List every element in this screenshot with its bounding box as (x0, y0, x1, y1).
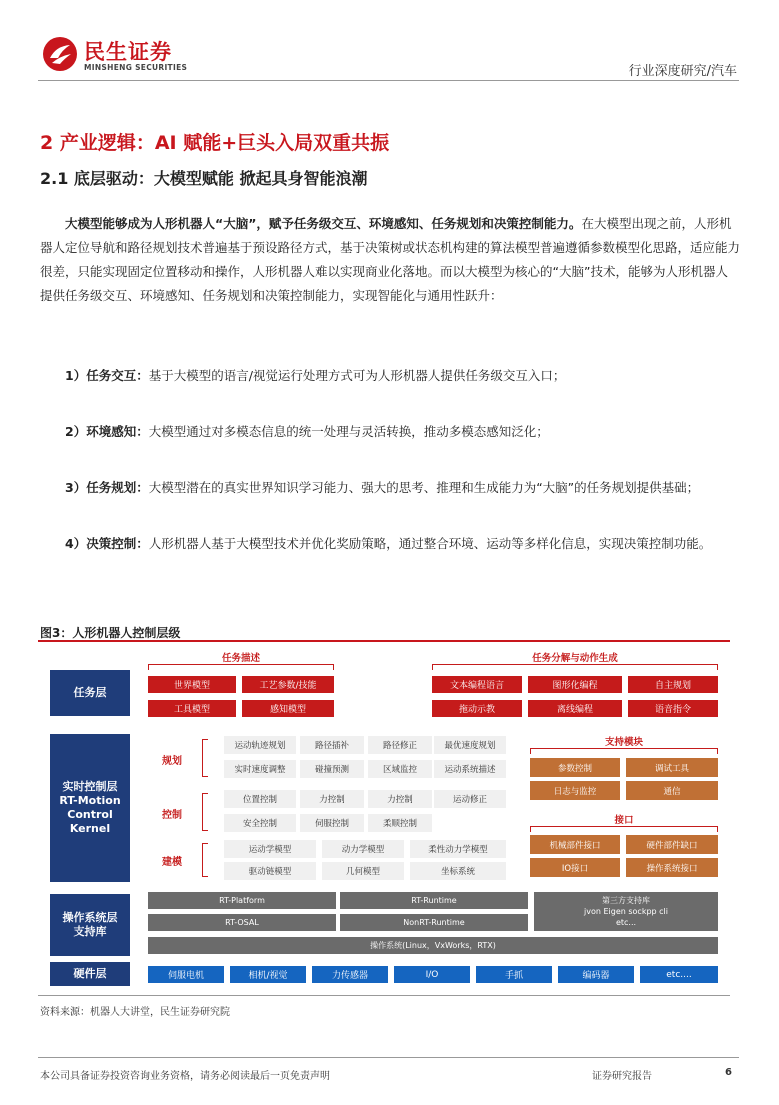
model-box: 运动学模型 (224, 840, 316, 858)
model-box: 驱动链模型 (224, 862, 316, 880)
support-box: 参数控制 (530, 758, 620, 777)
interface-header: 接口 (614, 815, 634, 826)
source-divider (38, 995, 730, 996)
item-2-text: 大模型通过对多模态信息的统一处理与灵活转换，推动多模态感知泛化； (148, 424, 549, 439)
plan-box: 路径修正 (368, 736, 432, 754)
hw-box: I/O (394, 966, 470, 983)
footer-divider (38, 1057, 739, 1058)
figure-title: 图3：人形机器人控制层级 (40, 626, 181, 640)
footer-disclaimer: 本公司具备证券投资咨询业务资格，请务必阅读最后一页免责声明 (40, 1071, 330, 1082)
task-decomp-bracket (432, 664, 718, 670)
figure-source: 资料来源：机器人大讲堂，民生证券研究院 (40, 1007, 230, 1018)
hw-box: 伺服电机 (148, 966, 224, 983)
plan-box: 区域监控 (368, 760, 432, 778)
page-header (0, 0, 779, 82)
task-box: 拖动示教 (432, 700, 522, 717)
item-task-interaction (40, 364, 740, 388)
intro-paragraph (40, 212, 740, 308)
layer-hardware: 硬件层 (50, 962, 130, 986)
control-box: 运动修正 (434, 790, 506, 808)
footer-report-type: 证券研究报告 (592, 1071, 652, 1082)
interface-box: 机械部件接口 (530, 835, 620, 854)
model-box: 坐标系统 (410, 862, 506, 880)
support-bracket (530, 748, 718, 754)
interface-box: IO接口 (530, 858, 620, 877)
subsection-heading: 2.1 底层驱动：大模型赋能 掀起具身智能浪潮 (40, 169, 368, 188)
plan-box: 最优速度规划 (434, 736, 506, 754)
task-box: 离线编程 (528, 700, 622, 717)
os-box: RT-Platform (148, 892, 336, 909)
task-box: 文本编程语言 (432, 676, 522, 693)
model-box: 动力学模型 (322, 840, 404, 858)
model-box: 几何模型 (322, 862, 404, 880)
logo-text-en: MINSHENG SECURITIES (84, 63, 188, 72)
page-number: 6 (725, 1067, 732, 1078)
control-box: 柔顺控制 (368, 814, 432, 832)
task-box: 世界模型 (148, 676, 236, 693)
category-planning: 规划 (162, 756, 182, 767)
support-header: 支持模块 (604, 737, 643, 748)
control-brace (202, 793, 208, 831)
plan-box: 碰撞预测 (300, 760, 364, 778)
control-box: 安全控制 (224, 814, 296, 832)
interface-bracket (530, 826, 718, 832)
item-env-perception (40, 420, 740, 444)
control-box: 力控制 (368, 790, 432, 808)
item-decision-control (40, 532, 740, 556)
os-box: RT-Runtime (340, 892, 528, 909)
section-heading: 2 产业逻辑：AI 赋能+巨头入局双重共振 (40, 132, 390, 154)
layer-realtime: 实时控制层 RT-Motion Control Kernel (50, 734, 130, 882)
item-2-bold: 2）环境感知： (65, 424, 149, 439)
control-box: 力控制 (300, 790, 364, 808)
report-category: 行业深度研究/汽车 (628, 64, 737, 79)
task-box: 自主规划 (628, 676, 718, 693)
os-box: NonRT-Runtime (340, 914, 528, 931)
task-box: 图形化编程 (528, 676, 622, 693)
item-3-text: 大模型潜在的真实世界知识学习能力、强大的思考、推理和生成能力为“大脑”的任务规划提供基础； (148, 480, 700, 495)
item-1-bold: 1）任务交互： (65, 368, 149, 383)
item-4-text: 人形机器人基于大模型技术并优化奖励策略，通过整合环境、运动等多样化信息，实现决策控制功能。 (148, 536, 712, 551)
category-control: 控制 (162, 810, 182, 821)
layer-task: 任务层 (50, 670, 130, 716)
support-box: 日志与监控 (530, 781, 620, 800)
task-desc-header: 任务描述 (221, 653, 260, 664)
header-divider (38, 80, 739, 81)
modeling-brace (202, 843, 208, 877)
hw-box: 编码器 (558, 966, 634, 983)
interface-box: 操作系统接口 (626, 858, 718, 877)
task-decomp-header: 任务分解与动作生成 (532, 653, 618, 664)
figure-title-rule (38, 640, 730, 642)
task-box: 感知模型 (242, 700, 334, 717)
os-platforms: 操作系统(Linux，VxWorks，RTX) (148, 937, 718, 954)
plan-box: 运动轨迹规划 (224, 736, 296, 754)
control-box: 伺服控制 (300, 814, 364, 832)
task-box: 工具模型 (148, 700, 236, 717)
hw-box: 力传感器 (312, 966, 388, 983)
control-box: 位置控制 (224, 790, 296, 808)
task-box: 语音指令 (628, 700, 718, 717)
hw-box: etc.... (640, 966, 718, 983)
layer-os: 操作系统层 支持库 (50, 894, 130, 956)
plan-box: 实时速度调整 (224, 760, 296, 778)
plan-box: 运动系统描述 (434, 760, 506, 778)
model-box: 柔性动力学模型 (410, 840, 506, 858)
item-3-bold: 3）任务规划： (65, 480, 149, 495)
control-hierarchy-diagram (50, 648, 722, 993)
item-4-bold: 4）决策控制： (65, 536, 149, 551)
logo-text-cn: 民生证券 (84, 40, 172, 64)
support-box: 通信 (626, 781, 718, 800)
task-box: 工艺参数/技能 (242, 676, 334, 693)
os-box: RT-OSAL (148, 914, 336, 931)
category-modeling: 建模 (162, 857, 182, 868)
third-party-libs: 第三方支持库 jvon Eigen sockpp cli etc... (534, 892, 718, 931)
support-box: 调试工具 (626, 758, 718, 777)
task-desc-bracket (148, 664, 334, 670)
interface-box: 硬件部件缺口 (626, 835, 718, 854)
minsheng-logo-icon (42, 36, 78, 72)
intro-bold: 大模型能够成为人形机器人“大脑”，赋予任务级交互、环境感知、任务规划和决策控制能力。 (65, 216, 582, 231)
planning-brace (202, 739, 208, 777)
hw-box: 相机/视觉 (230, 966, 306, 983)
hw-box: 手抓 (476, 966, 552, 983)
plan-box: 路径插补 (300, 736, 364, 754)
item-task-planning (40, 476, 740, 500)
item-1-text: 基于大模型的语言/视觉运行处理方式可为人形机器人提供任务级交互入口； (148, 368, 566, 383)
intro-rest: 在大模型出现之前，人形机器人定位导航和路径规划技术普遍基于预设路径方式，基于决策树或状态机构建的算法模型普遍遵循参数模型化思路，适应能力很差，只能实现固定位置移动和操作，人形机器人难以实现商业化落地。而以大模型为核心的“大脑”技术，能够为人形机器人提供任务级交互、环境感知、任务规划和决策控制能力，实现智能化与通用性跃升： (40, 216, 741, 303)
